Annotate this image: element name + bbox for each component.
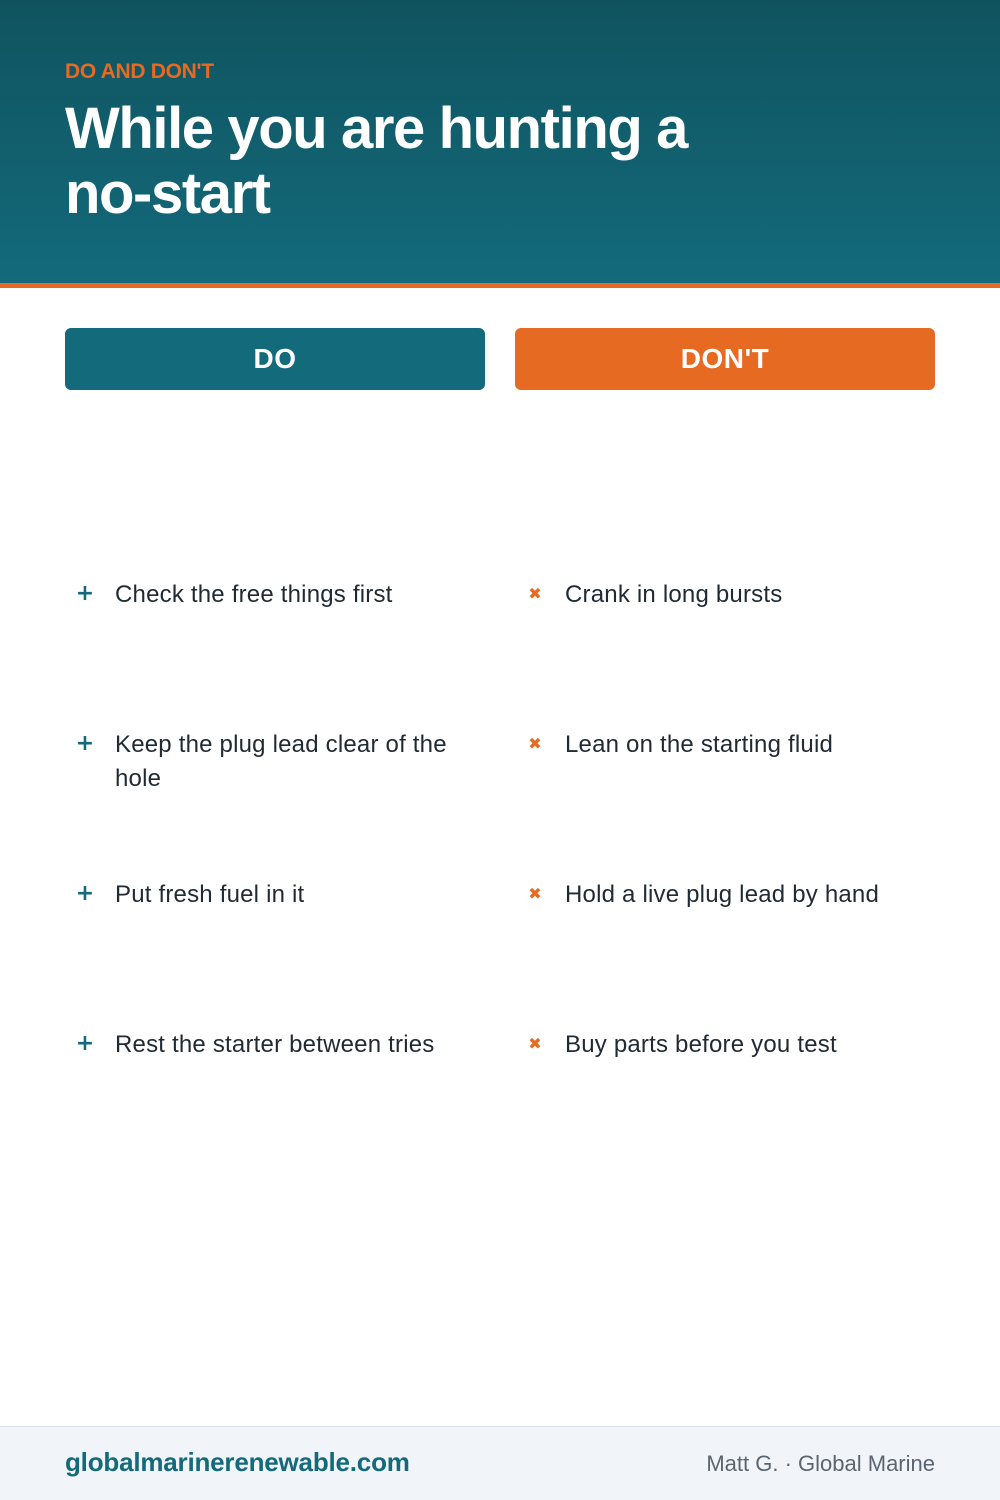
plus-icon: + — [75, 580, 95, 606]
dont-item-text: Buy parts before you test — [565, 1031, 837, 1058]
cross-icon: ✖ — [528, 883, 542, 903]
cross-icon: ✖ — [528, 1033, 542, 1053]
do-item-text: Put fresh fuel in it — [115, 881, 305, 908]
footer-credit: Matt G. · Global Marine — [706, 1451, 935, 1476]
dont-column-header: DON'T — [515, 328, 935, 390]
header-divider — [0, 283, 1000, 288]
page-title: While you are hunting a no-start — [65, 96, 687, 226]
footer-bar — [0, 1426, 1000, 1500]
do-item-text: Rest the starter between tries — [115, 1031, 435, 1058]
dont-item-text: Crank in long bursts — [565, 581, 783, 608]
do-column-header: DO — [65, 328, 485, 390]
eyebrow-label: DO AND DON'T — [65, 60, 214, 83]
do-item-text: Keep the plug lead clear of the hole — [115, 731, 447, 792]
header-banner — [0, 0, 1000, 283]
dont-item-text: Hold a live plug lead by hand — [565, 881, 880, 908]
plus-icon: + — [75, 880, 95, 906]
do-item-text: Check the free things first — [115, 581, 393, 608]
footer-site-link[interactable]: globalmarinerenewable.com — [65, 1447, 410, 1477]
cross-icon: ✖ — [528, 733, 542, 753]
plus-icon: + — [75, 730, 95, 756]
cross-icon: ✖ — [528, 583, 542, 603]
plus-icon: + — [75, 1030, 95, 1056]
dont-item-text: Lean on the starting fluid — [565, 731, 834, 758]
